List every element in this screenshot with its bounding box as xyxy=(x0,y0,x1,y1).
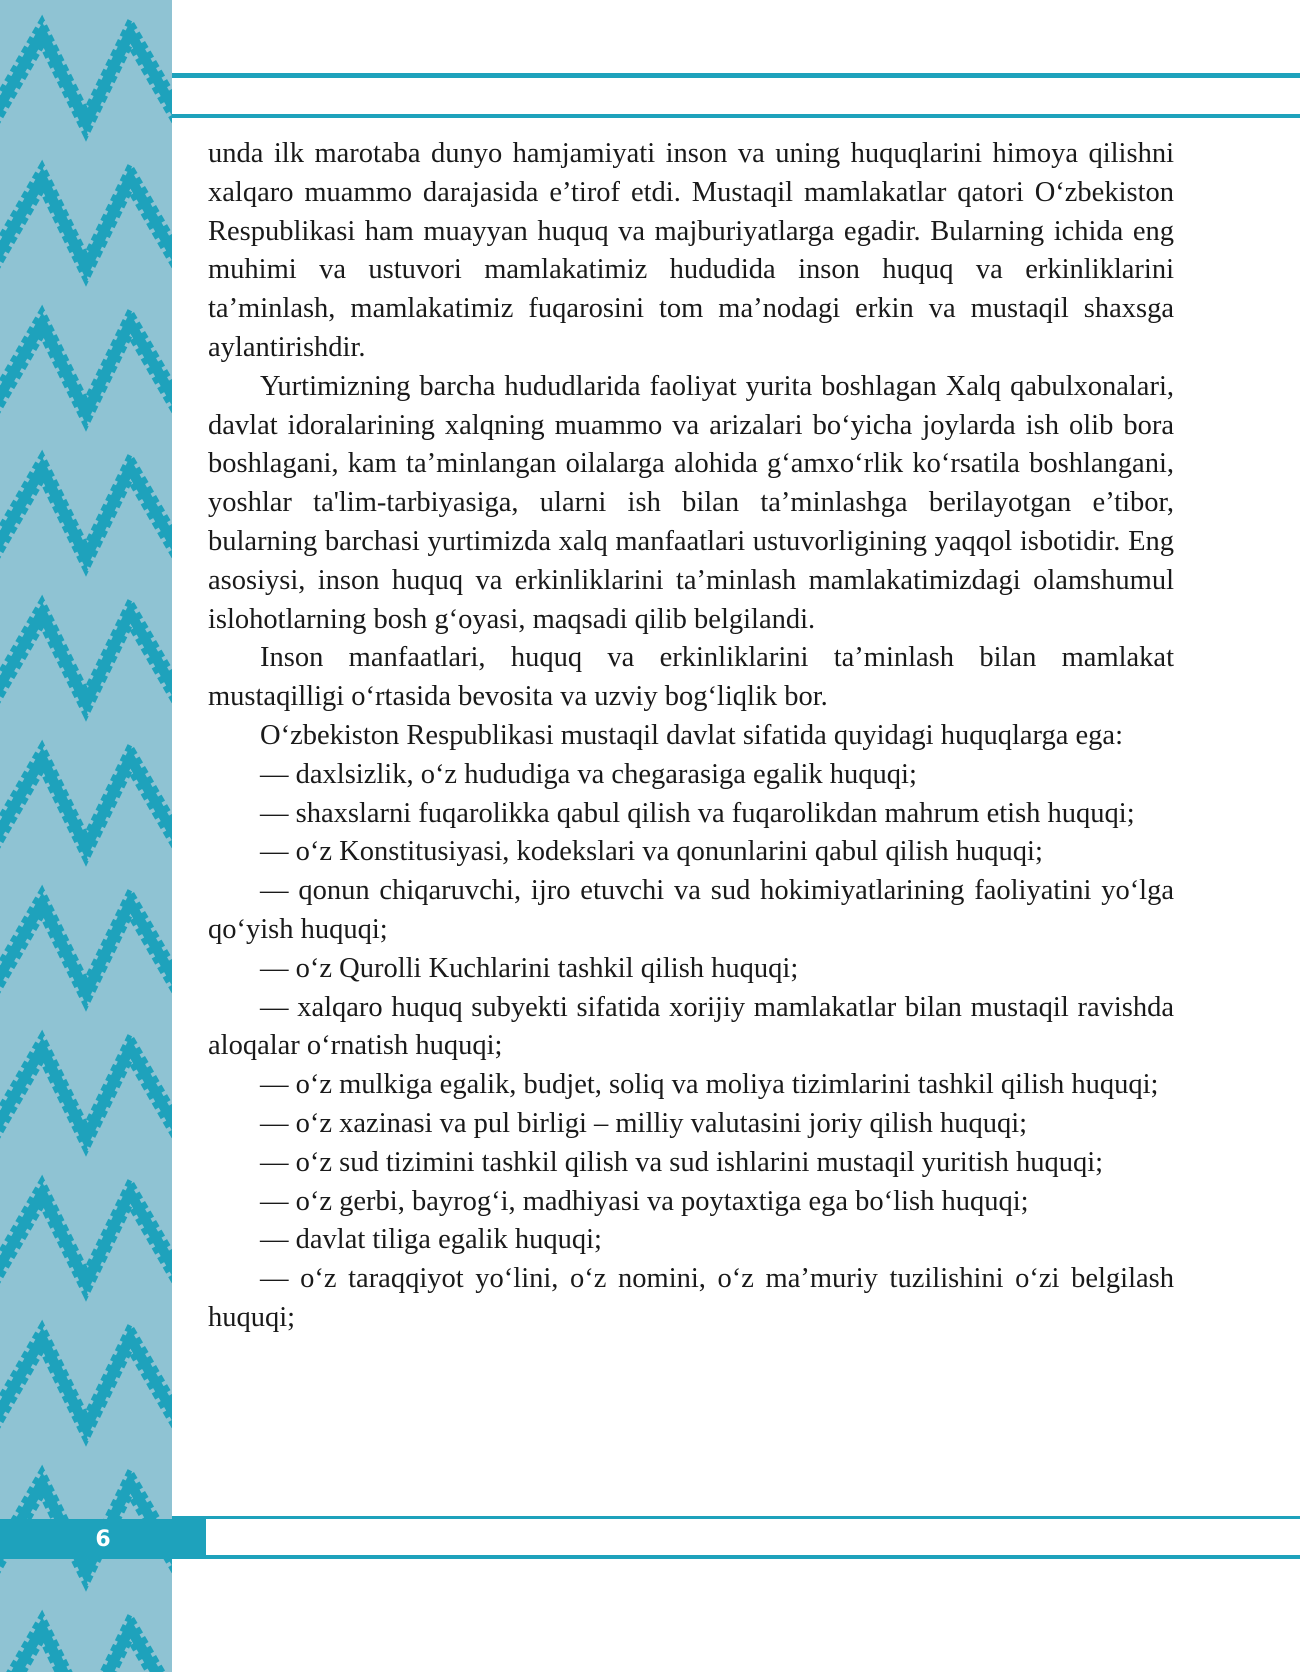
list-item: — o‘z mulkiga egalik, budjet, soliq va moliya tizimlarini tashkil qilish huquqi; xyxy=(260,1069,1159,1101)
list-item: — daxlsizlik, o‘z hududiga va chegarasiga egalik huquqi; xyxy=(260,758,917,790)
list-item: — davlat tiliga egalik huquqi; xyxy=(260,1224,602,1256)
list-item: — o‘z Qurolli Kuchlarini tashkil qilish huquqi; xyxy=(260,952,799,984)
paragraph: Inson manfaatlari, huquq va erkinliklarini ta’minlash bilan mamlakat mustaqilligi o‘rtasida bevosita va uzviy bog‘liqlik bor. xyxy=(208,642,1174,713)
decorative-side-pattern xyxy=(0,0,172,1672)
paragraph: Yurtimizning barcha hududlarida faoliyat yurita boshlagan Xalq qabulxonalari, davlat idoralarining xalqning muammo va arizalari bo‘yicha joylarda ish olib bora boshlagani, kam ta’minlangan oilalarga alohida g‘amxo‘rlik ko‘rsatila boshlangani, yoshlar ta'lim-tarbiyasiga, ularni ish bilan ta’minlashga berilayotgan e’tibor, bularning barchasi yurtimizda xalq manfaatlari ustuvorligining yaqqol isbotidir. Eng asosiysi, inson huquq va erkinliklarini ta’minlash mamlakatimizdagi olamshumul islohotlarning bosh g‘oyasi, maqsadi qilib belgilandi. xyxy=(208,370,1174,635)
list-item: — o‘z sud tizimini tashkil qilish va sud ishlarini mustaqil yuritish huquqi; xyxy=(260,1146,1104,1178)
paragraph: O‘zbekiston Respublikasi mustaqil davlat sifatida quyidagi huquqlarga ega: xyxy=(260,719,1124,751)
footer-rule-top xyxy=(172,1516,1300,1519)
page-number: 6 xyxy=(95,1526,111,1552)
header-rule-bottom xyxy=(172,114,1300,118)
header-rule-top xyxy=(172,73,1300,78)
list-item: — shaxslarni fuqarolikka qabul qilish va fuqarolikdan mahrum etish huquqi; xyxy=(260,797,1135,829)
list-item: — qonun chiqaruvchi, ijro etuvchi va sud hokimiyatlarining faoliyatini yo‘lga qo‘yish huquqi; xyxy=(208,875,1174,945)
body-text xyxy=(208,135,1174,1338)
paragraph: unda ilk marotaba dunyo hamjamiyati inson va uning huquqlarini himoya qilishni xalqaro muammo darajasida e’tirof etdi. Mustaqil mamlakatlar qatori O‘zbekiston Respublikasi ham muayyan huquq va majburiyatlarga egadir. Bularning ichida eng muhimi va ustuvori mamlakatimiz hududida inson huquq va erkinliklarini ta’minlash, mamlakatimiz fuqarosini tom ma’nodagi erkin va mustaqil shaxsga aylantirishdir. xyxy=(208,138,1174,363)
list-item: — o‘z taraqqiyot yo‘lini, o‘z nomini, o‘z ma’muriy tuzilishini o‘zi belgilash huquqi; xyxy=(208,1263,1174,1333)
page-number-badge xyxy=(0,1519,206,1559)
list-item: — xalqaro huquq subyekti sifatida xorijiy mamlakatlar bilan mustaqil ravishda aloqalar o‘rnatish huquqi; xyxy=(208,991,1174,1062)
list-item: — o‘z Konstitusiyasi, kodekslari va qonunlarini qabul qilish huquqi; xyxy=(260,836,1043,868)
list-item: — o‘z xazinasi va pul birligi – milliy valutasini joriy qilish huquqi; xyxy=(260,1107,1028,1139)
list-item: — o‘z gerbi, bayrog‘i, madhiyasi va poytaxtiga ega bo‘lish huquqi; xyxy=(260,1185,1029,1217)
footer-rule-bottom xyxy=(206,1555,1300,1559)
